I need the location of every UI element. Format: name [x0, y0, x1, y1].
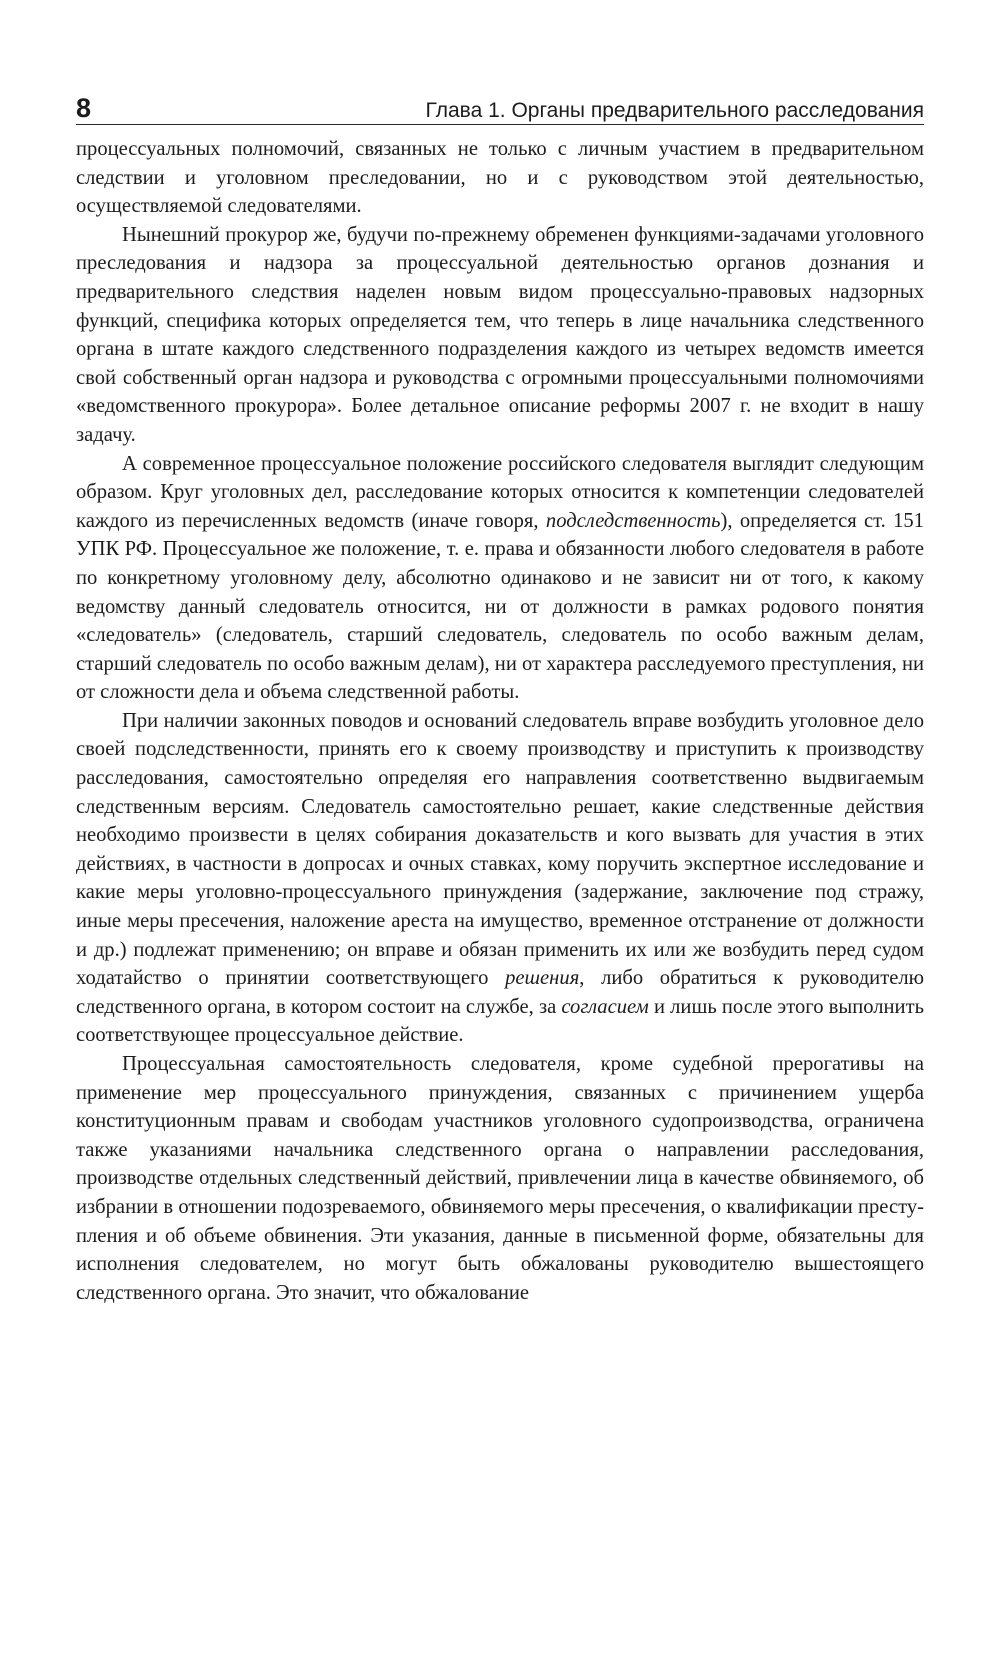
paragraph-3-text-b: ), определяется ст. 151 УПК РФ. Процессуальное же положение, т. е. права и обязанности любого следователя в работе по конкретному уголовному делу, абсолютно одинаково и не зависит ни от того, к какому ведомству данный следователь относится, ни от должности в рамках родового понятия «следователь» (следователь, старший следователь, следователь по особо важным делам, старший следователь по особо важным делам), ни от характера расследуемого преступления, ни от сложности дела и объема следственной работы.	[76, 509, 924, 704]
term-soglasiem: согласием	[561, 995, 649, 1018]
page-number: 8	[76, 93, 92, 123]
paragraph-3	[76, 450, 924, 707]
paragraph-5	[76, 1050, 924, 1307]
term-resheniya: решения	[505, 967, 580, 990]
paragraph-3-text-a: А современное процессуальное положение российского следователя выглядит следующим образом. Круг уголовных дел, расследование которых относится к компетенции следователей каждого из перечисленных ведомств (иначе говоря,	[76, 452, 924, 532]
paragraph-1-text: процессуальных полномочий, связанных не только с личным участием в предварительном следствии и уголовном преследовании, но и с руководством этой деятельностью, осуществляемой следователями.	[76, 138, 924, 218]
term-podsledstvennost: подследственность	[545, 509, 721, 532]
paragraph-4-text-c: и лишь после этого выполнить соответствующее процессуальное действие.	[76, 995, 924, 1047]
body-text	[76, 135, 924, 1307]
paragraph-4-text-a: При наличии законных поводов и оснований следователь вправе возбудить уголовное дело своей подследственности, принять его к своему производству и приступить к производству расследования, самостоятельно определяя его направления соответственно выдвигаемым следственным версиям. Следователь самостоятельно решает, какие следственные действия необходимо произвести в целях собирания доказательств и кого вызвать для участия в этих действиях, в частности в допросах и очных ставках, кому поручить экспертное исследование и какие меры уголовно-процессуального принуждения (задержание, заключение под стражу, иные меры пресечения, наложение ареста на имущество, временное отстранение от должности и др.) подлежат применению; он вправе и обязан применить их или же возбудить перед судом ходатайство о принятии соответствующего	[76, 709, 924, 990]
chapter-title: Глава 1. Органы предварительного расследования	[425, 99, 924, 122]
paragraph-5-text: Процессуальная самостоятельность следователя, кроме судебной прерогативы на применение мер процессуального принуждения, связанных с причинением ущерба конституционным правам и свободам участников уголовного судопроизводства, ограничена также указаниями начальника следственного органа о направлении расследования, производстве отдельных следственный действий, привлечении лица в качестве обвиняемого, об избрании в отношении подозреваемого, обвиняемого меры пресечения, о квалификации преступления и об объеме обвинения. Эти указания, данные в письменной форме, обязательны для исполнения следователем, но могут быть обжалованы руководителю вышестоящего следственного органа. Это значит, что обжалование	[76, 1053, 924, 1304]
paragraph-1	[76, 135, 924, 221]
book-page	[76, 88, 924, 1648]
running-header	[76, 88, 924, 125]
paragraph-2	[76, 221, 924, 450]
paragraph-4-text-b: , либо обратиться к руководителю следственного органа, в котором состоит на службе, за	[76, 967, 924, 1018]
paragraph-2-text: Нынешний прокурор же, будучи по-прежнему обременен функциями-задачами уголовного преследования и надзора за процессуальной деятельностью органов дознания и предварительного следствия наделен новым видом процессуально-правовых надзорных функций, специфика которых определяется тем, что теперь в лице начальника следственного органа в штате каждого следственного подразделения каждого из четырех ведомств имеется свой собственный орган надзора и руководства с огромными процессуальными полномочиями «ведомственного прокурора». Более детальное описание реформы 2007 г. не входит в нашу задачу.	[76, 223, 924, 446]
paragraph-4	[76, 707, 924, 1050]
